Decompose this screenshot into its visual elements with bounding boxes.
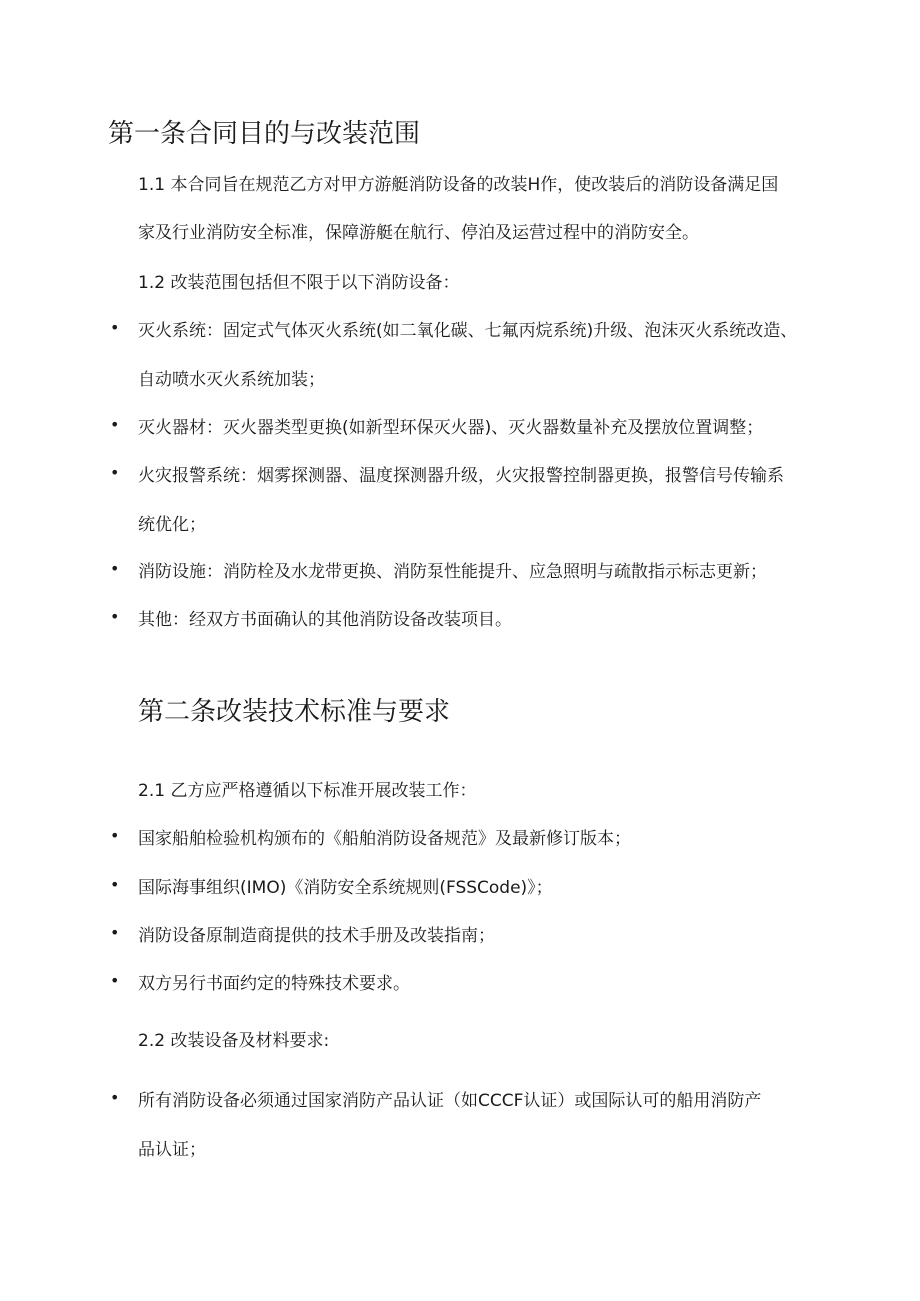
list-item-line: 其他：经双方书面确认的其他消防设备改装项目。 [138, 610, 512, 630]
bullet-symbol: • [110, 463, 120, 482]
section-2-title: 第二条改装技术标准与要求 [138, 697, 451, 727]
section-1-title: 第一条合同目的与改装范围 [108, 119, 421, 149]
bullet-symbol: • [110, 875, 120, 894]
list-item-line: 国家船舶检验机构颁布的《船舶消防设备规范》及最新修订版本； [138, 829, 631, 849]
list-item-line: 自动喷水灭火系统加装； [138, 370, 325, 390]
list-item-line: 消防设施：消防栓及水龙带更换、消防泵性能提升、应急照明与疏散指示标志更新； [138, 562, 767, 582]
clause-2-2: 2.2 改装设备及材料要求: [138, 1031, 330, 1051]
list-item-line: 灭火系统：固定式气体灭火系统(如二氧化碳、七氟丙烷系统)升级、泡沫灭火系统改造、 [138, 321, 798, 341]
list-item-line: 统优化； [138, 515, 206, 535]
bullet-symbol: • [110, 607, 120, 626]
bullet-symbol: • [110, 415, 120, 434]
list-item-line: 双方另行书面约定的特殊技术要求。 [138, 974, 410, 994]
list-item-line: 所有消防设备必须通过国家消防产品认证（如CCCF认证）或国际认可的船用消防产 [138, 1091, 762, 1111]
bullet-symbol: • [110, 971, 120, 990]
list-item-line: 品认证； [138, 1140, 206, 1160]
bullet-symbol: • [110, 1088, 120, 1107]
clause-1-1-line-2: 家及行业消防安全标准，保障游艇在航行、停泊及运营过程中的消防安全。 [138, 223, 699, 243]
clause-2-1: 2.1 乙方应严格遵循以下标准开展改装工作： [138, 781, 477, 801]
clause-1-1-line-1: 1.1 本合同旨在规范乙方对甲方游艇消防设备的改装H作，使改装后的消防设备满足国 [138, 175, 779, 195]
bullet-symbol: • [110, 923, 120, 942]
clause-1-2: 1.2 改装范围包括但不限于以下消防设备： [138, 273, 460, 293]
bullet-symbol: • [110, 318, 120, 337]
list-item-line: 火灾报警系统：烟雾探测器、温度探测器升级，火灾报警控制器更换，报警信号传输系 [138, 466, 784, 486]
bullet-symbol: • [110, 559, 120, 578]
bullet-symbol: • [110, 826, 120, 845]
list-item-line: 消防设备原制造商提供的技术手册及改装指南； [138, 926, 495, 946]
list-item-line: 国际海事组织(IMO)《消防安全系统规则(FSSCode)》； [138, 878, 553, 898]
list-item-line: 灭火器材：灭火器类型更换(如新型环保灭火器)、灭火器数量补充及摆放位置调整； [138, 418, 764, 438]
